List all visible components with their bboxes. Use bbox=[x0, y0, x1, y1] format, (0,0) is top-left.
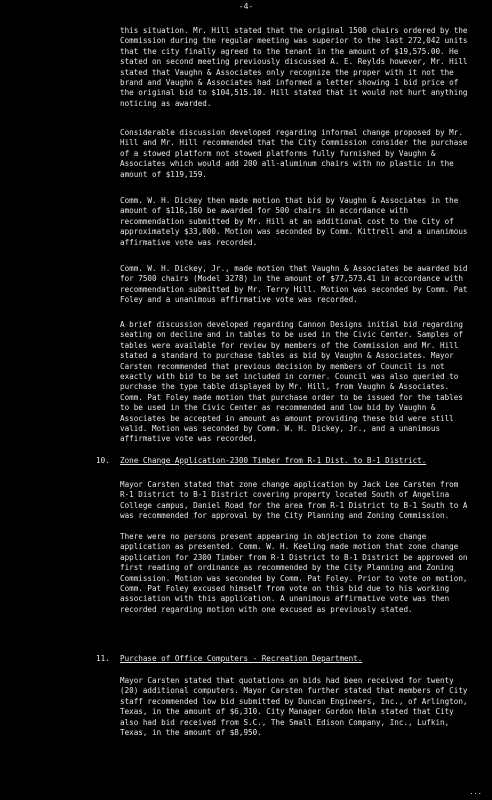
item10-paragraph-1: Mayor Carsten stated that zone change application by Jack Lee Carsten from R-1 District to B-1 District covering property located South of Angelina College campus, Daniel Road for the area from R-1 District to B-1 South to A was recommended for approval by the City Planning and Zoning Commission. bbox=[120, 480, 468, 521]
item-number-11: 11. bbox=[96, 654, 110, 663]
footer-mark: ... bbox=[469, 788, 482, 796]
item-heading-10: Zone Change Application-2300 Timber from R-1 Dist. to B-1 District. bbox=[120, 456, 427, 465]
page-number: -4- bbox=[238, 2, 254, 11]
item-heading-11: Purchase of Office Computers - Recreation Department. bbox=[120, 654, 363, 663]
item11-paragraph-1: Mayor Carsten stated that quotations on bids had been received for twenty (20) additional computers. Mayor Carsten further stated that members of City staff recommended low bid submitted by Duncan Engineers, Inc., of Arlington, Texas, in the amount of $6,310. City Manager Gordon Holm stated that City also had bid received from S.C., The Small Edison Company, Inc., Lufkin, Texas, in the amount of $8,950. bbox=[120, 676, 468, 738]
item-number-10: 10. bbox=[96, 456, 110, 465]
paragraph-4: Comm. W. H. Dickey, Jr., made motion that Vaughn & Associates be awarded bid for 7500 chairs (Model 3278) in the amount of $77,573.41 in accordance with recommendation submitted by Mr. Terry Hill. Motion was seconded by Comm. Pat Foley and a unanimous affirmative vote was recorded. bbox=[120, 264, 468, 305]
item10-paragraph-2: There were no persons present appearing in objection to zone change application as presented. Comm. W. H. Keeling made motion that zone change application for 2300 Timber from R-1 District to B-1 District be approved on first reading of ordinance as recommended by the City Planning and Zoning Commission. Motion was seconded by Comm. Pat Foley. Prior to vote on motion, Comm. Pat Foley excused himself from vote on this bid due to his working association with this application. A unanimous affirmative vote was then recorded regarding motion with one excused as previously stated. bbox=[120, 532, 468, 614]
paragraph-5: A brief discussion developed regarding Cannon Designs initial bid regarding seating on decline and in tables to be used in the Civic Center. Samples of tables were available for review by members of the Commission and Mr. Hill stated a standard to purchase tables as bid by Vaughn & Associates. Mayor Carsten recommended that previous decision by members of Council is not exactly with bid to be set included in corner. Council was also queried to purchase the type table displayed by Mr. Hill, from Vaughn & Associates. Comm. Pat Foley made motion that purchase order to be issued for the tables to be used in the Civic Center as recommended and low bid by Vaughn & Associates be accepted in amount as amount providing these bid were still valid. Motion was seconded by Comm. W. H. Dickey, Jr., and a unanimous affirmative vote was recorded. bbox=[120, 320, 463, 444]
paragraph-1: this situation. Mr. Hill stated that the original 1500 chairs ordered by the Commission during the regular meeting was superior to the last 272,042 units that the city finally agreed to the tenant in the amount of $19,575.00. He stated on second meeting previously discussed A. E. Reylds however, Mr. Hill stated that Vaughn & Associates only recognize the proper with it not the brand and Vaughn & Associates had informed a letter showing 1 bid price of the original bid to $104,515.10. Hill stated that it would not hurt anything noticing as awarded. bbox=[120, 26, 468, 108]
paragraph-3: Comm. W. H. Dickey then made motion that bid by Vaughn & Associates in the amount of $116,160 be awarded for 500 chairs in accordance with recommendation submitted by Mr. Hill at an additional cost to the City of approximately $33,000. Motion was seconded by Comm. Kittrell and a unanimous affirmative vote was recorded. bbox=[120, 196, 468, 247]
paragraph-2: Considerable discussion developed regarding informal change proposed by Mr. Hill and Mr. Hill recommended that the City Commission consider the purchase of a stowed platform not stowed platforms fully furnished by Vaughn & Associates which would add 200 all-aluminum chairs with no plastic in the amount of $119,159. bbox=[120, 128, 468, 179]
